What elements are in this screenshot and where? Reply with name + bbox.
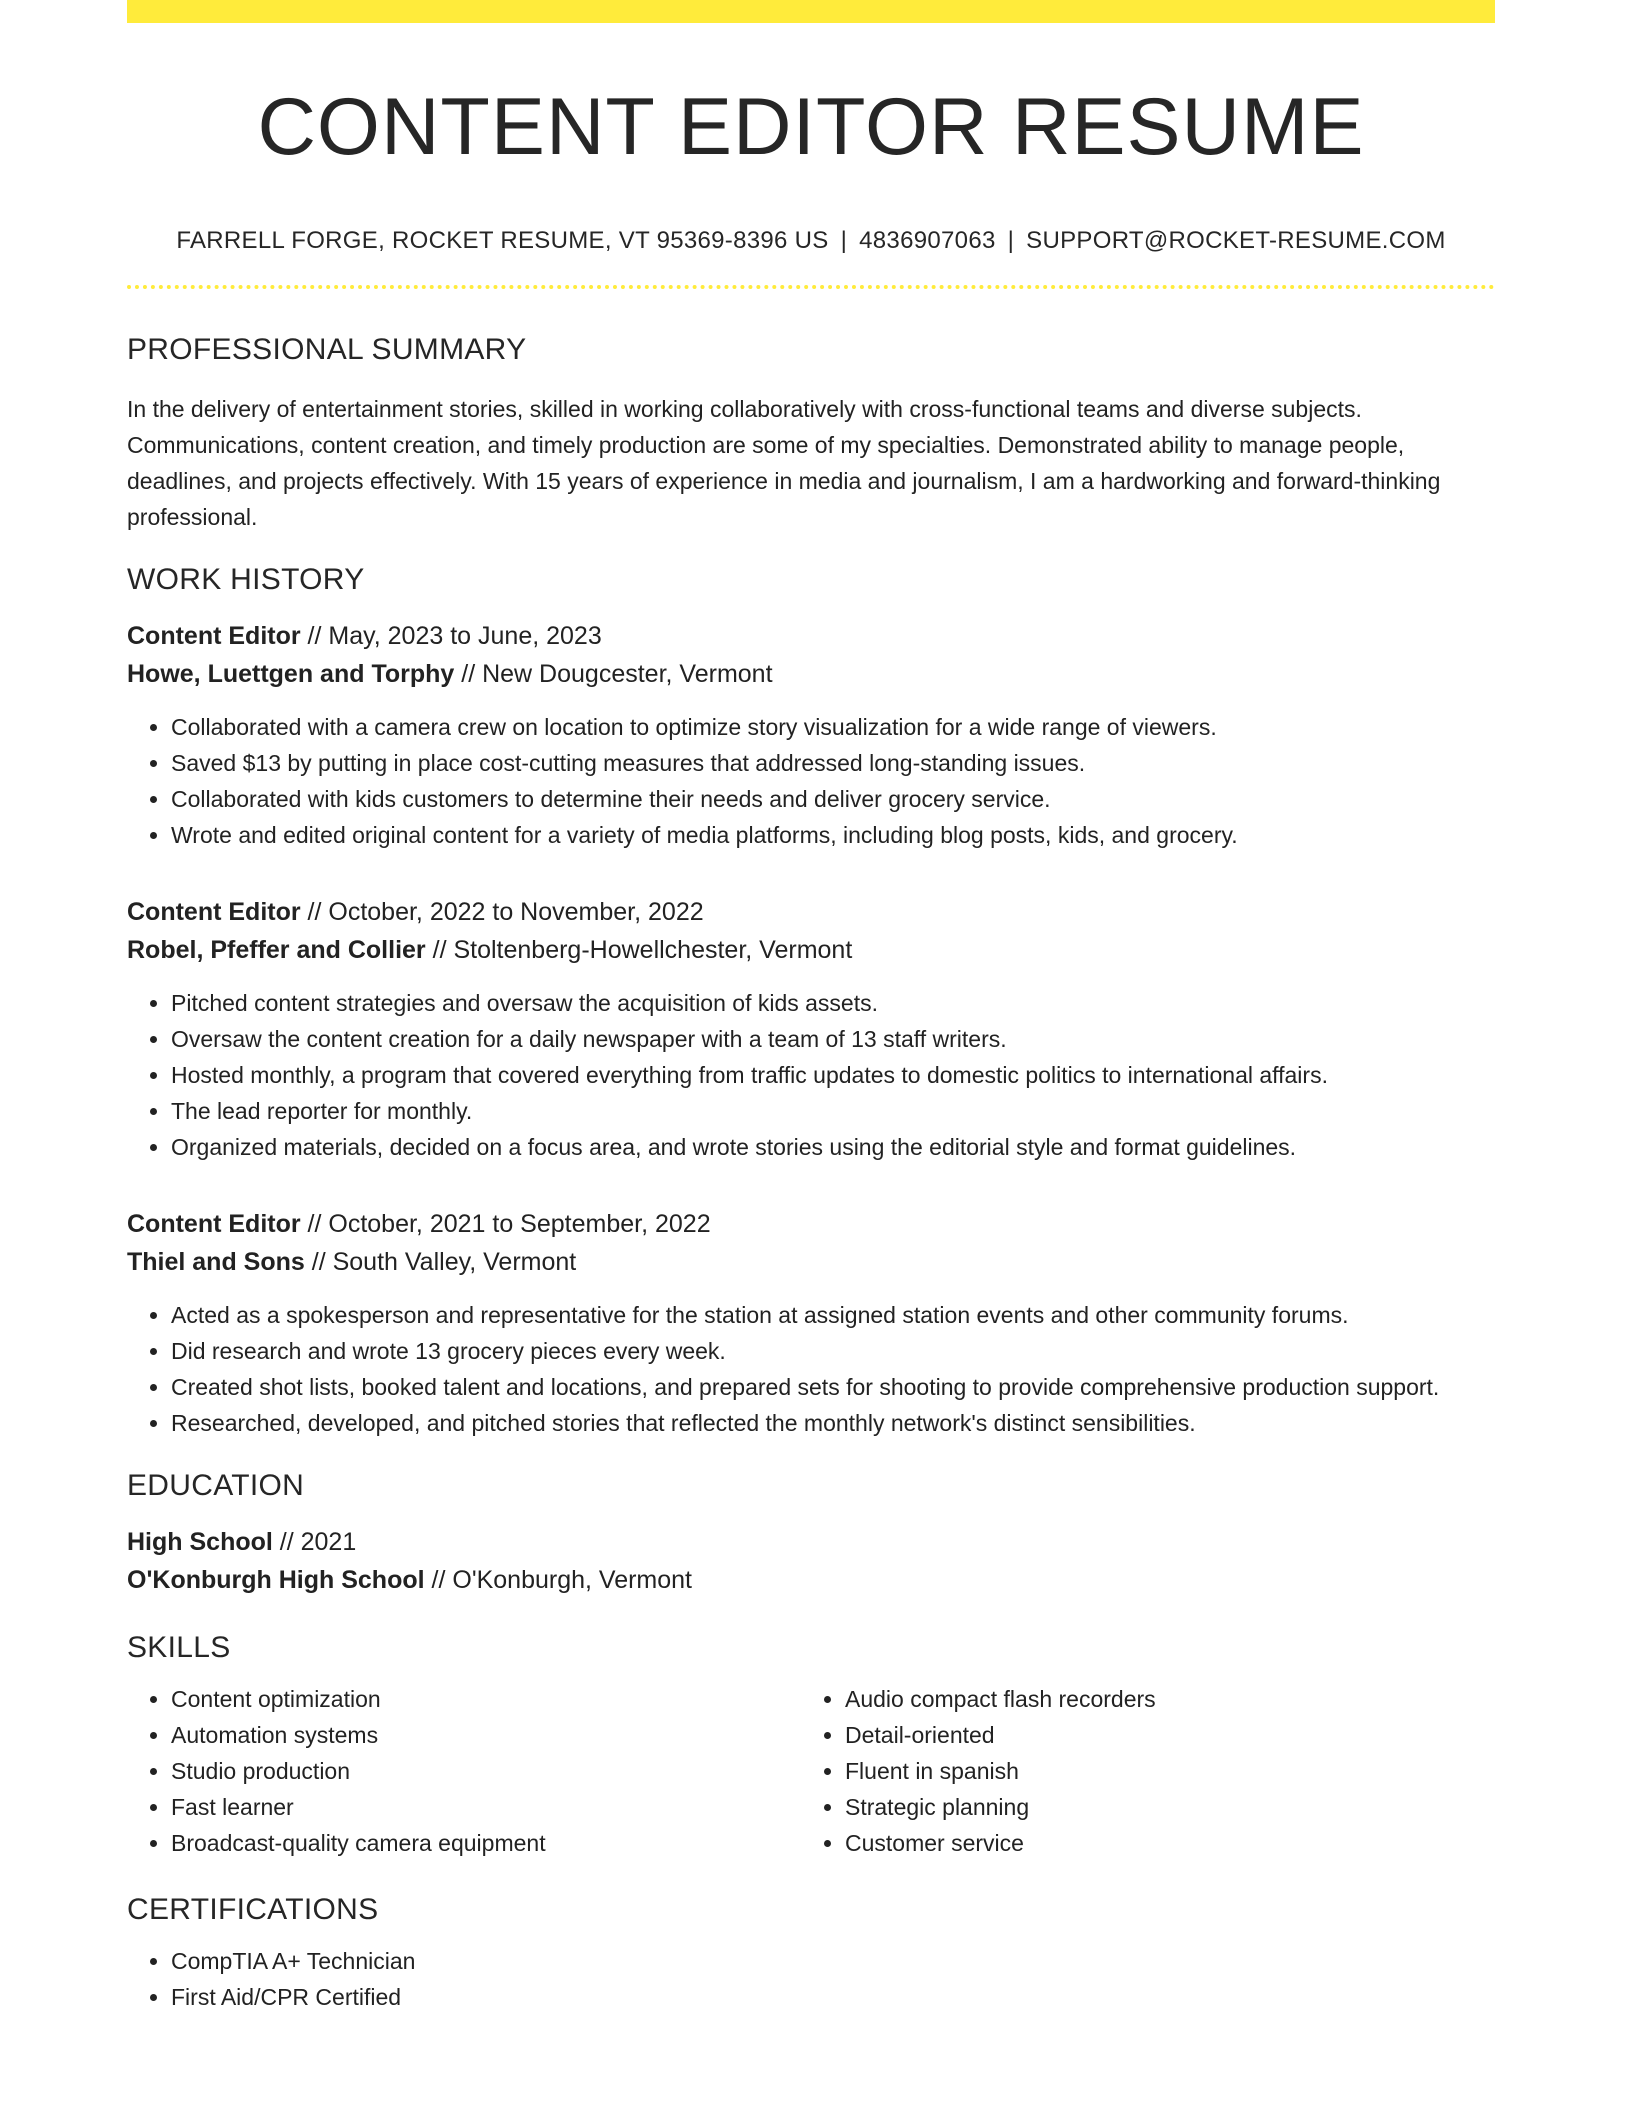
summary-heading: PROFESSIONAL SUMMARY: [127, 333, 527, 367]
resume-page: [127, 0, 1495, 2015]
job-title-line: [127, 893, 1495, 931]
contact-separator: |: [840, 227, 848, 255]
job-location: // Stoltenberg-Howellchester, Vermont: [432, 936, 853, 965]
list-item: • Hosted monthly, a program that covered everything from traffic updates to domestic politics to international affairs.: [171, 1057, 1495, 1093]
accent-top-bar: [127, 0, 1495, 23]
certifications-list: [127, 1943, 1495, 2015]
job-bullets: [127, 1297, 1495, 1441]
contact-email: SUPPORT@ROCKET-RESUME.COM: [1026, 227, 1446, 255]
job-company-line: [127, 1243, 1495, 1281]
job-title: Content Editor: [127, 898, 301, 927]
job-entry: [127, 1205, 1495, 1441]
list-item: • Fast learner: [171, 1789, 801, 1825]
job-location: // South Valley, Vermont: [311, 1248, 577, 1277]
list-item: • The lead reporter for monthly.: [171, 1093, 1495, 1129]
list-item: • Collaborated with a camera crew on location to optimize story visualization for a wide range of viewers.: [171, 709, 1495, 745]
education-degree-line: [127, 1523, 1495, 1561]
skills-list: [801, 1681, 1475, 1861]
list-item: • Fluent in spanish: [845, 1753, 1475, 1789]
resume-title: CONTENT EDITOR RESUME: [257, 82, 1365, 172]
list-item: • Did research and wrote 13 grocery pieces every week.: [171, 1333, 1495, 1369]
education-degree: High School: [127, 1528, 273, 1557]
job-title: Content Editor: [127, 1210, 301, 1239]
job-title-line: [127, 617, 1495, 655]
list-item: • Content optimization: [171, 1681, 801, 1717]
list-item: • Created shot lists, booked talent and locations, and prepared sets for shooting to provide comprehensive production support.: [171, 1369, 1495, 1405]
list-item: • Organized materials, decided on a focus area, and wrote stories using the editorial style and format guidelines.: [171, 1129, 1495, 1165]
job-entry: [127, 893, 1495, 1165]
education-location: // O'Konburgh, Vermont: [431, 1566, 693, 1595]
education-school: O'Konburgh High School: [127, 1566, 425, 1595]
list-item: • First Aid/CPR Certified: [171, 1979, 1495, 2015]
education-school-line: [127, 1561, 1495, 1599]
education-year: // 2021: [279, 1528, 357, 1557]
education-entry: [127, 1523, 1495, 1599]
job-location: // New Dougcester, Vermont: [461, 660, 773, 689]
job-company-line: [127, 655, 1495, 693]
skills-heading: SKILLS: [127, 1631, 231, 1665]
job-dates: // October, 2022 to November, 2022: [307, 898, 704, 927]
skills-column-right: [801, 1681, 1475, 1861]
job-dates: // May, 2023 to June, 2023: [307, 622, 602, 651]
list-item: • Broadcast-quality camera equipment: [171, 1825, 801, 1861]
list-item: • Strategic planning: [845, 1789, 1475, 1825]
list-item: • Acted as a spokesperson and representative for the station at assigned station events and other community forums.: [171, 1297, 1495, 1333]
list-item: • Customer service: [845, 1825, 1475, 1861]
list-item: • Researched, developed, and pitched stories that reflected the monthly network's distinct sensibilities.: [171, 1405, 1495, 1441]
list-item: • Studio production: [171, 1753, 801, 1789]
dotted-divider: [127, 285, 1495, 289]
list-item: • CompTIA A+ Technician: [171, 1943, 1495, 1979]
job-title-line: [127, 1205, 1495, 1243]
list-item: • Detail-oriented: [845, 1717, 1475, 1753]
job-bullets: [127, 709, 1495, 853]
job-entry: [127, 617, 1495, 853]
job-company: Thiel and Sons: [127, 1248, 305, 1277]
skills-list: [127, 1681, 801, 1861]
list-item: • Automation systems: [171, 1717, 801, 1753]
list-item: • Audio compact flash recorders: [845, 1681, 1475, 1717]
job-title: Content Editor: [127, 622, 301, 651]
work-history-heading: WORK HISTORY: [127, 563, 365, 597]
certifications-heading: CERTIFICATIONS: [127, 1893, 379, 1927]
job-company-line: [127, 931, 1495, 969]
job-dates: // October, 2021 to September, 2022: [307, 1210, 711, 1239]
summary-text: In the delivery of entertainment stories, skilled in working collaboratively with cross-functional teams and diverse subjects. Communications, content creation, and timely production are some of my specialties. Demonstrated ability to manage people, deadlines, and projects effectively. With 15 years of experience in media and journalism, I am a hardworking and forward-thinking professional.: [127, 396, 1441, 531]
contact-line: [127, 227, 1495, 255]
list-item: • Pitched content strategies and oversaw the acquisition of kids assets.: [171, 985, 1495, 1021]
contact-phone: 4836907063: [859, 227, 996, 255]
list-item: • Oversaw the content creation for a daily newspaper with a team of 13 staff writers.: [171, 1021, 1495, 1057]
skills-column-left: [127, 1681, 801, 1861]
skills-columns: [127, 1681, 1495, 1861]
job-company: Howe, Luettgen and Torphy: [127, 660, 455, 689]
job-company: Robel, Pfeffer and Collier: [127, 936, 426, 965]
list-item: • Collaborated with kids customers to determine their needs and deliver grocery service.: [171, 781, 1495, 817]
job-bullets: [127, 985, 1495, 1165]
contact-address: FARRELL FORGE, ROCKET RESUME, VT 95369-8396 US: [176, 227, 829, 255]
contact-separator: |: [1007, 227, 1015, 255]
education-heading: EDUCATION: [127, 1469, 305, 1503]
list-item: • Wrote and edited original content for a variety of media platforms, including blog posts, kids, and grocery.: [171, 817, 1495, 853]
list-item: • Saved $13 by putting in place cost-cutting measures that addressed long-standing issues.: [171, 745, 1495, 781]
